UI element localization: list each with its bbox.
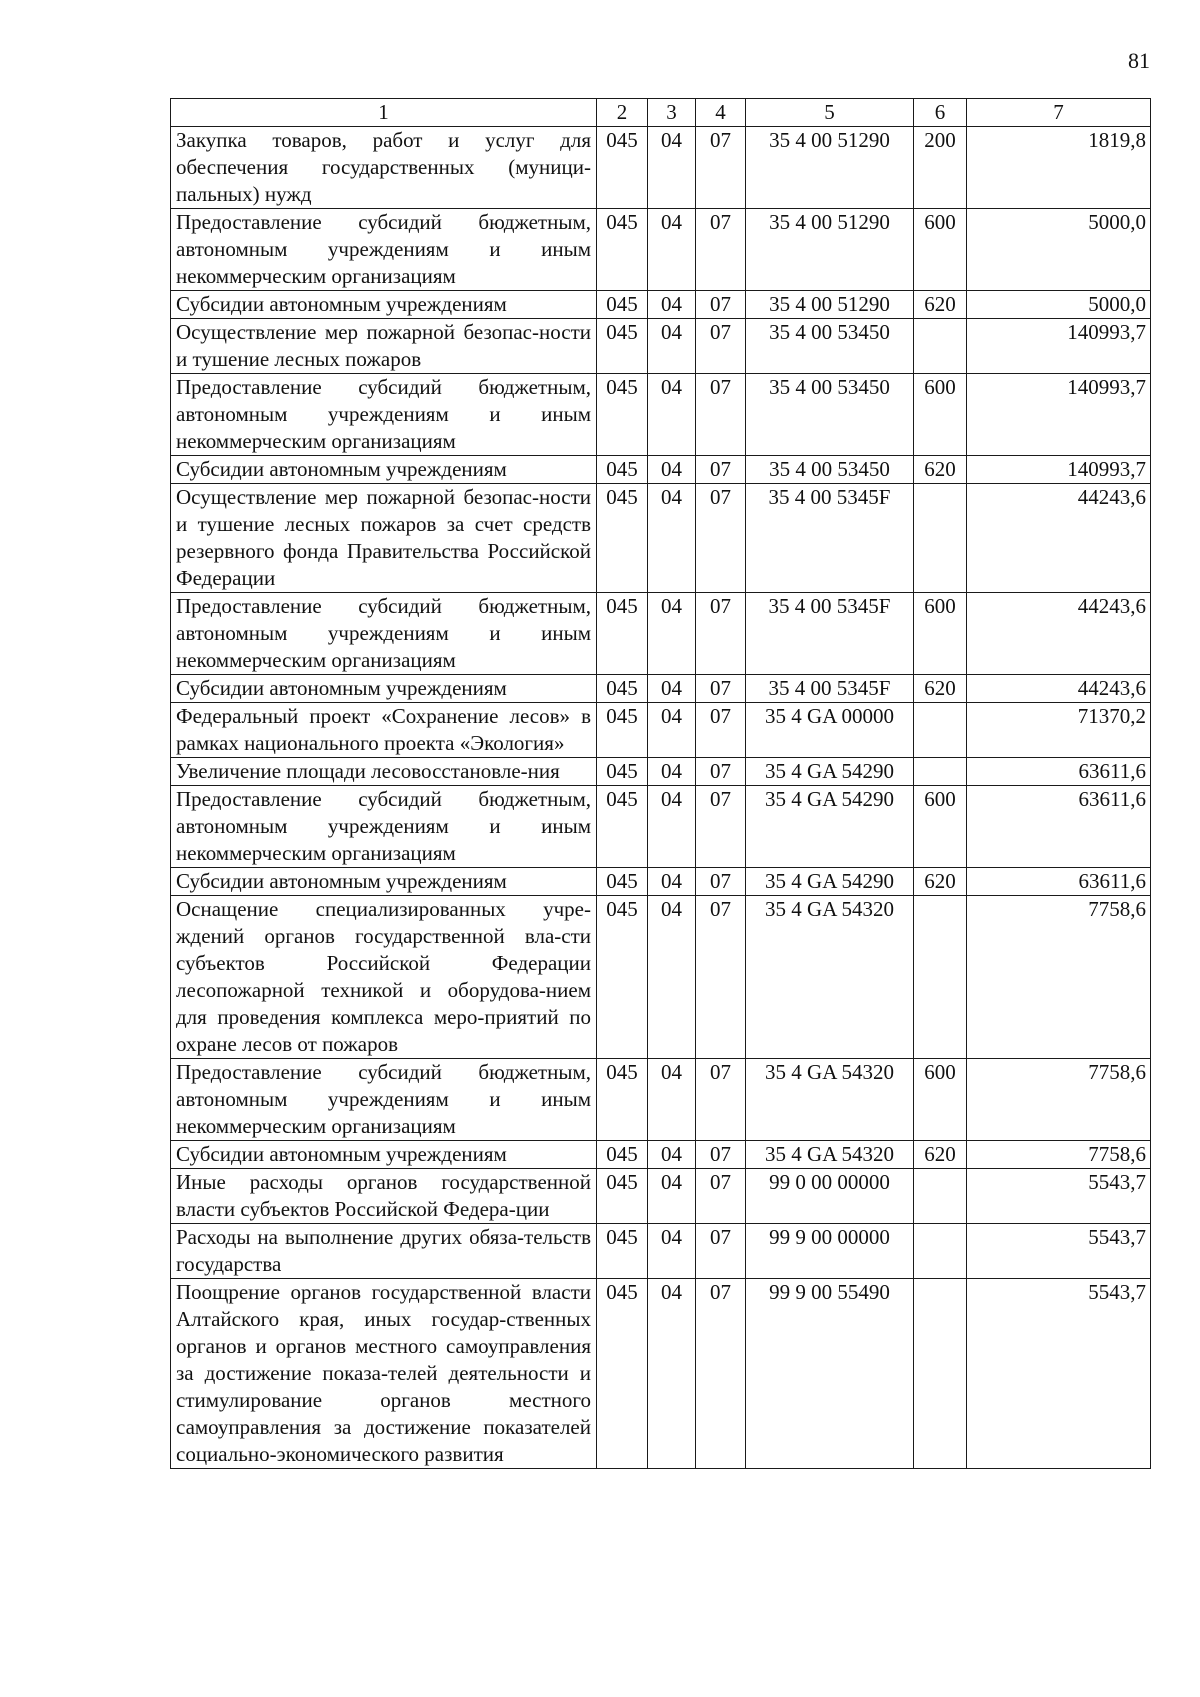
column-header: 5 — [746, 99, 914, 127]
admin-code: 045 — [597, 1059, 648, 1141]
section-code: 04 — [648, 896, 696, 1059]
target-article-code: 99 9 00 55490 — [746, 1279, 914, 1469]
section-code: 04 — [648, 291, 696, 319]
row-description: Предоставление субсидий бюджетным, автономным учреждениям и иным некоммерческим организациям — [171, 786, 597, 868]
table-row — [171, 374, 1151, 456]
admin-code: 045 — [597, 484, 648, 593]
target-article-code: 35 4 GA 54290 — [746, 786, 914, 868]
table-row — [171, 896, 1151, 1059]
section-code: 04 — [648, 1141, 696, 1169]
expense-type-code — [914, 1279, 967, 1469]
subsection-code: 07 — [696, 456, 746, 484]
section-code: 04 — [648, 786, 696, 868]
amount: 5543,7 — [967, 1279, 1151, 1469]
section-code: 04 — [648, 1279, 696, 1469]
row-description: Закупка товаров, работ и услуг для обеспечения государственных (муници-пальных) нужд — [171, 127, 597, 209]
subsection-code: 07 — [696, 374, 746, 456]
admin-code: 045 — [597, 1169, 648, 1224]
subsection-code: 07 — [696, 896, 746, 1059]
target-article-code: 35 4 00 53450 — [746, 374, 914, 456]
table-row — [171, 209, 1151, 291]
section-code: 04 — [648, 127, 696, 209]
column-header: 4 — [696, 99, 746, 127]
expense-type-code — [914, 484, 967, 593]
row-description: Осуществление мер пожарной безопас-ности и тушение лесных пожаров — [171, 319, 597, 374]
admin-code: 045 — [597, 786, 648, 868]
section-code: 04 — [648, 456, 696, 484]
subsection-code: 07 — [696, 319, 746, 374]
amount: 5000,0 — [967, 209, 1151, 291]
amount: 44243,6 — [967, 675, 1151, 703]
target-article-code: 35 4 GA 54290 — [746, 758, 914, 786]
amount: 7758,6 — [967, 896, 1151, 1059]
amount: 44243,6 — [967, 484, 1151, 593]
section-code: 04 — [648, 703, 696, 758]
section-code: 04 — [648, 593, 696, 675]
section-code: 04 — [648, 374, 696, 456]
expense-type-code: 620 — [914, 291, 967, 319]
table-row — [171, 1169, 1151, 1224]
admin-code: 045 — [597, 127, 648, 209]
admin-code: 045 — [597, 675, 648, 703]
table-row — [171, 1279, 1151, 1469]
target-article-code: 35 4 00 51290 — [746, 291, 914, 319]
table-row — [171, 868, 1151, 896]
expense-type-code: 620 — [914, 1141, 967, 1169]
target-article-code: 35 4 00 5345F — [746, 484, 914, 593]
expense-type-code — [914, 896, 967, 1059]
amount: 140993,7 — [967, 374, 1151, 456]
row-description: Предоставление субсидий бюджетным, автономным учреждениям и иным некоммерческим организациям — [171, 374, 597, 456]
table-row — [171, 593, 1151, 675]
admin-code: 045 — [597, 593, 648, 675]
table-row — [171, 1224, 1151, 1279]
amount: 5000,0 — [967, 291, 1151, 319]
expense-type-code: 600 — [914, 1059, 967, 1141]
table-row — [171, 1141, 1151, 1169]
amount: 1819,8 — [967, 127, 1151, 209]
target-article-code: 99 0 00 00000 — [746, 1169, 914, 1224]
target-article-code: 35 4 GA 54320 — [746, 1141, 914, 1169]
expense-type-code: 620 — [914, 456, 967, 484]
row-description: Субсидии автономным учреждениям — [171, 868, 597, 896]
section-code: 04 — [648, 209, 696, 291]
expense-type-code: 200 — [914, 127, 967, 209]
row-description: Расходы на выполнение других обяза-тельств государства — [171, 1224, 597, 1279]
table-header-row — [171, 99, 1151, 127]
table-row — [171, 675, 1151, 703]
column-header: 3 — [648, 99, 696, 127]
subsection-code: 07 — [696, 1224, 746, 1279]
target-article-code: 35 4 00 5345F — [746, 593, 914, 675]
row-description: Осуществление мер пожарной безопас-ности и тушение лесных пожаров за счет средств резервного фонда Правительства Российской Федерации — [171, 484, 597, 593]
admin-code: 045 — [597, 758, 648, 786]
row-description: Предоставление субсидий бюджетным, автономным учреждениям и иным некоммерческим организациям — [171, 593, 597, 675]
column-header: 1 — [171, 99, 597, 127]
subsection-code: 07 — [696, 593, 746, 675]
table-row — [171, 319, 1151, 374]
page-number: 81 — [1128, 48, 1150, 73]
row-description: Субсидии автономным учреждениям — [171, 291, 597, 319]
table-row — [171, 703, 1151, 758]
target-article-code: 35 4 00 5345F — [746, 675, 914, 703]
expense-type-code: 600 — [914, 786, 967, 868]
section-code: 04 — [648, 675, 696, 703]
admin-code: 045 — [597, 456, 648, 484]
section-code: 04 — [648, 1224, 696, 1279]
column-header: 7 — [967, 99, 1151, 127]
expense-type-code — [914, 319, 967, 374]
subsection-code: 07 — [696, 209, 746, 291]
row-description: Субсидии автономным учреждениям — [171, 1141, 597, 1169]
section-code: 04 — [648, 1059, 696, 1141]
target-article-code: 35 4 00 53450 — [746, 319, 914, 374]
row-description: Увеличение площади лесовосстановле-ния — [171, 758, 597, 786]
expense-type-code: 600 — [914, 374, 967, 456]
expense-type-code: 620 — [914, 675, 967, 703]
subsection-code: 07 — [696, 1169, 746, 1224]
target-article-code: 35 4 GA 54290 — [746, 868, 914, 896]
subsection-code: 07 — [696, 1279, 746, 1469]
row-description: Субсидии автономным учреждениям — [171, 456, 597, 484]
target-article-code: 99 9 00 00000 — [746, 1224, 914, 1279]
amount: 140993,7 — [967, 319, 1151, 374]
column-header: 6 — [914, 99, 967, 127]
amount: 44243,6 — [967, 593, 1151, 675]
row-description: Иные расходы органов государственной власти субъектов Российской Федера-ции — [171, 1169, 597, 1224]
admin-code: 045 — [597, 1141, 648, 1169]
admin-code: 045 — [597, 1224, 648, 1279]
amount: 63611,6 — [967, 868, 1151, 896]
table-row — [171, 456, 1151, 484]
budget-table — [170, 98, 1151, 1469]
section-code: 04 — [648, 319, 696, 374]
row-description: Поощрение органов государственной власти Алтайского края, иных государ-ственных органов и органов местного самоуправления за достижение показа-телей деятельности и стимулирование органов местного самоуправления за достижение показателей социально-экономического развития — [171, 1279, 597, 1469]
section-code: 04 — [648, 868, 696, 896]
amount: 63611,6 — [967, 786, 1151, 868]
amount: 5543,7 — [967, 1169, 1151, 1224]
section-code: 04 — [648, 484, 696, 593]
expense-type-code: 600 — [914, 593, 967, 675]
amount: 7758,6 — [967, 1141, 1151, 1169]
table-row — [171, 758, 1151, 786]
expense-type-code — [914, 758, 967, 786]
table-row — [171, 1059, 1151, 1141]
admin-code: 045 — [597, 374, 648, 456]
section-code: 04 — [648, 758, 696, 786]
expense-type-code — [914, 1169, 967, 1224]
subsection-code: 07 — [696, 1059, 746, 1141]
admin-code: 045 — [597, 703, 648, 758]
row-description: Предоставление субсидий бюджетным, автономным учреждениям и иным некоммерческим организациям — [171, 1059, 597, 1141]
table-row — [171, 786, 1151, 868]
target-article-code: 35 4 GA 00000 — [746, 703, 914, 758]
target-article-code: 35 4 00 51290 — [746, 127, 914, 209]
expense-type-code — [914, 703, 967, 758]
subsection-code: 07 — [696, 758, 746, 786]
amount: 5543,7 — [967, 1224, 1151, 1279]
admin-code: 045 — [597, 896, 648, 1059]
row-description: Субсидии автономным учреждениям — [171, 675, 597, 703]
admin-code: 045 — [597, 1279, 648, 1469]
section-code: 04 — [648, 1169, 696, 1224]
admin-code: 045 — [597, 291, 648, 319]
amount: 63611,6 — [967, 758, 1151, 786]
amount: 7758,6 — [967, 1059, 1151, 1141]
table-row — [171, 127, 1151, 209]
admin-code: 045 — [597, 209, 648, 291]
target-article-code: 35 4 GA 54320 — [746, 896, 914, 1059]
subsection-code: 07 — [696, 703, 746, 758]
row-description: Предоставление субсидий бюджетным, автономным учреждениям и иным некоммерческим организациям — [171, 209, 597, 291]
subsection-code: 07 — [696, 868, 746, 896]
target-article-code: 35 4 GA 54320 — [746, 1059, 914, 1141]
target-article-code: 35 4 00 53450 — [746, 456, 914, 484]
subsection-code: 07 — [696, 675, 746, 703]
column-header: 2 — [597, 99, 648, 127]
expense-type-code: 600 — [914, 209, 967, 291]
table-row — [171, 291, 1151, 319]
admin-code: 045 — [597, 868, 648, 896]
amount: 71370,2 — [967, 703, 1151, 758]
table-row — [171, 484, 1151, 593]
row-description: Федеральный проект «Сохранение лесов» в рамках национального проекта «Экология» — [171, 703, 597, 758]
subsection-code: 07 — [696, 484, 746, 593]
admin-code: 045 — [597, 319, 648, 374]
subsection-code: 07 — [696, 291, 746, 319]
expense-type-code — [914, 1224, 967, 1279]
amount: 140993,7 — [967, 456, 1151, 484]
expense-type-code: 620 — [914, 868, 967, 896]
row-description: Оснащение специализированных учре-ждений органов государственной вла-сти субъектов Российской Федерации лесопожарной техникой и оборудова-нием для проведения комплекса меро-приятий по охране лесов от пожаров — [171, 896, 597, 1059]
subsection-code: 07 — [696, 786, 746, 868]
target-article-code: 35 4 00 51290 — [746, 209, 914, 291]
subsection-code: 07 — [696, 1141, 746, 1169]
subsection-code: 07 — [696, 127, 746, 209]
